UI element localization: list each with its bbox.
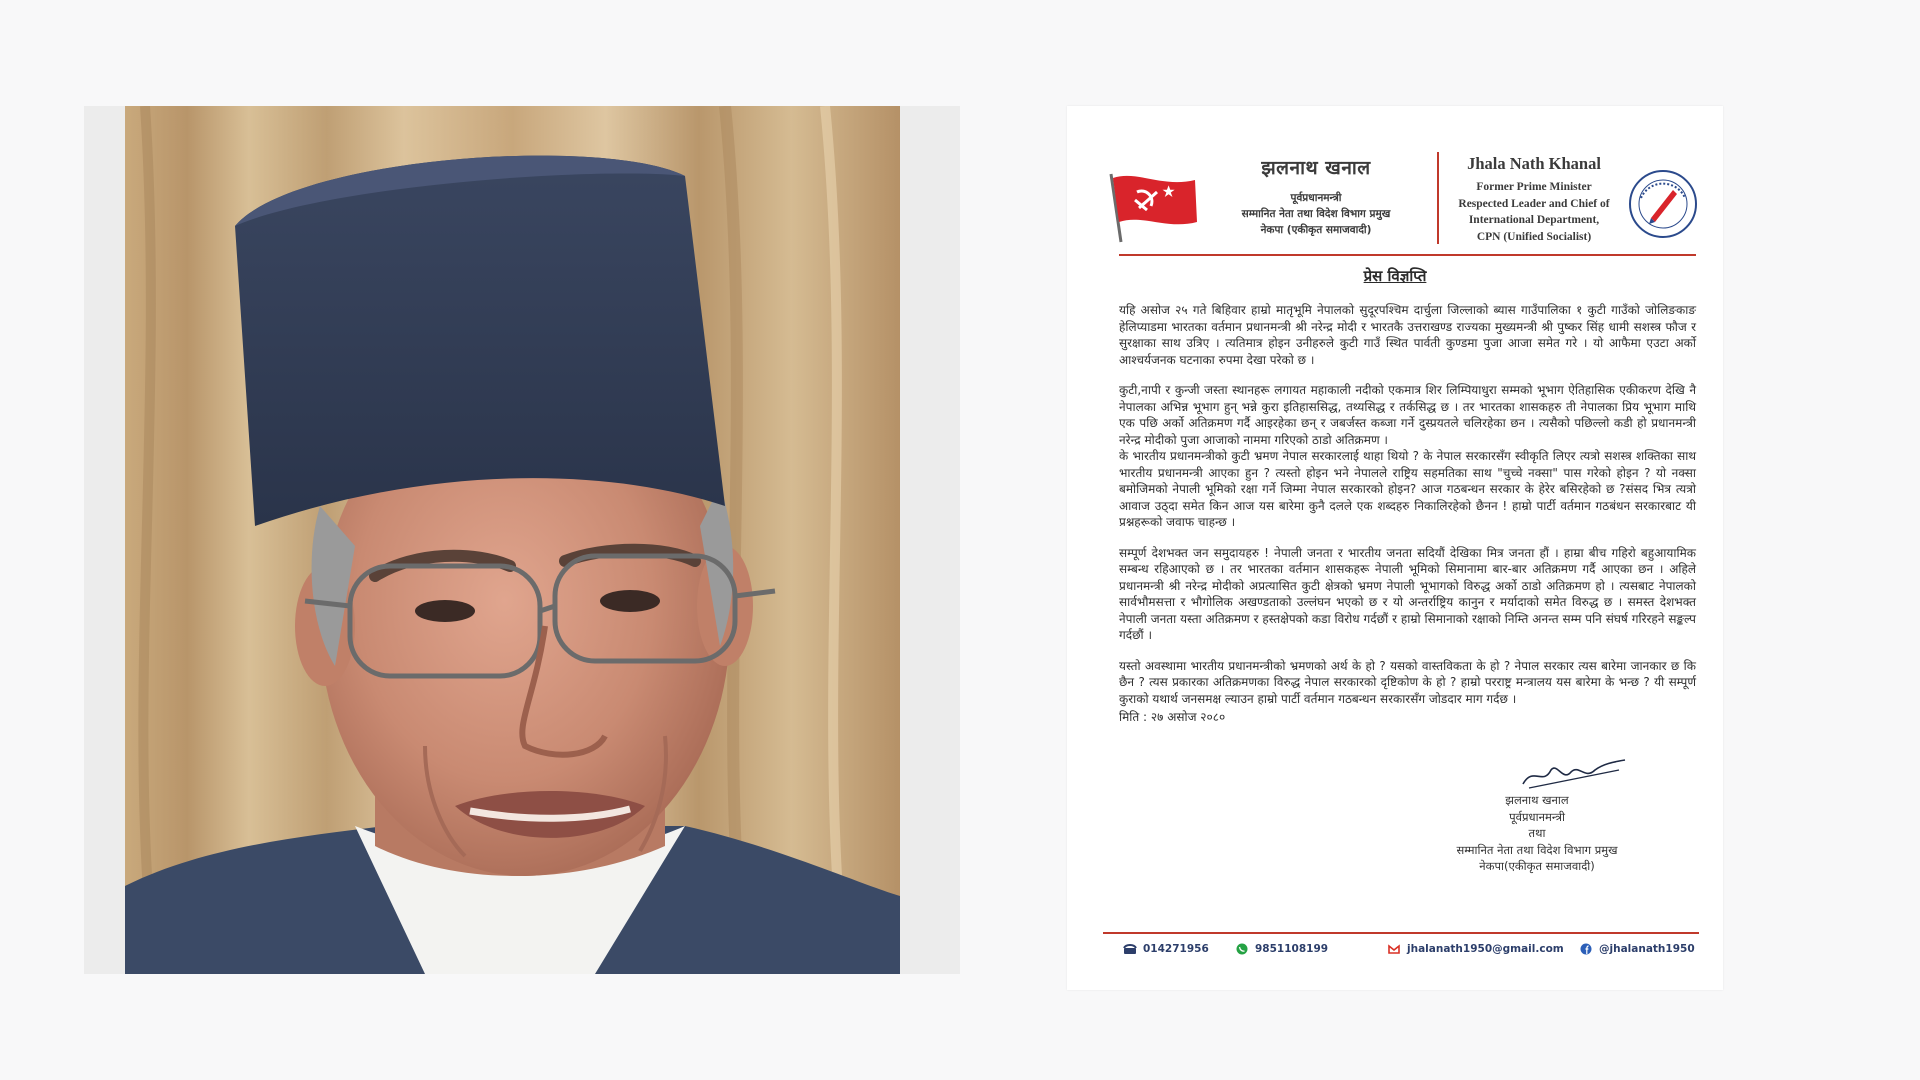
document-title: प्रेस विज्ञप्ति (1363, 267, 1427, 285)
telephone-icon (1123, 943, 1137, 955)
english-title-line: CPN (Unified Socialist) (1476, 230, 1592, 243)
nepali-title-line: पूर्वप्रधानमन्त्री (1290, 192, 1342, 204)
gmail-icon (1387, 943, 1401, 955)
english-title-line: Respected Leader and Chief of (1458, 197, 1610, 210)
signatory-line: पूर्वप्रधानमन्त्री (1509, 809, 1565, 824)
body-paragraph: कुटी,नापी र कुन्जी जस्ता स्थानहरू लगायत महाकाली नदीको एकमात्र शिर लिम्पियाधुरा सम्मको भूभाग ऐतिहासिक एकीकरण देखि नै नेपालका अभिन्न भूभाग हुन् भन्ने कुरा इतिहाससिद्ध, तथ्यसिद्ध र तर्कसिद्ध छ । तर भारतका शासकहरु ती नेपालका प्रिय भूभाग माथि एक पछि अर्को अतिक्रमण गर्दै आइरहेका छन् र जबर्जस्त कब्जा गर्ने दुस्प्रयतले चलिरहेका छन । त्यसैको पछिल्लो कडी हो प्रधानमन्त्री नरेन्द्र मोदीको पुजा आजाको नाममा गरिएको ठाडो अतिक्रमण । (1119, 383, 1696, 447)
facebook-icon (1579, 943, 1593, 955)
footer-rule (1103, 932, 1699, 934)
english-title-line: Former Prime Minister (1476, 181, 1592, 193)
mobile-number: 9851108199 (1255, 943, 1329, 955)
nepali-letterhead (1221, 154, 1411, 238)
email-address: jhalanath1950@gmail.com (1407, 943, 1564, 955)
document-body (1119, 302, 1696, 740)
body-paragraph: के भारतीय प्रधानमन्त्रीको कुटी भ्रमण नेपाल सरकारलाई थाहा थियो ? के नेपाल सरकारसँग स्वीकृति लिएर त्यत्रो सशस्त्र शक्तिका साथ भारतीय प्रधानमन्त्री आएका हुन ? त्यस्तो होइन भने नेपालले राष्ट्रिय सहमतिका साथ "चुच्चे नक्सा" पास गरेको होइन ? यो नक्सा बमोजिमको नेपाली भूमिको रक्षा गर्ने जिम्मा नेपाल सरकारको होइन? आज गठबन्धन सरकार के हेरेर बसिरहेको छ ?संसद भित्र त्यत्रो आवाज उठ्दा समेत किन आज यस बारेमा कुनै दलले एक शब्दहरु निकालिरहेको छैनन ! हाम्रो पार्टी वर्तमान गठबंधन सरकारबाट यी प्रश्नहरूको जवाफ चाहन्छ । (1119, 449, 1696, 529)
whatsapp-icon (1235, 943, 1249, 955)
handwritten-signature (1519, 756, 1629, 792)
nepali-name: झलनाथ खनाल (1261, 157, 1371, 179)
document-date: मिति : २७ असोज २०८० (1119, 710, 1226, 724)
letterhead-divider (1437, 152, 1439, 244)
footer-phone (1123, 943, 1209, 955)
nepali-title-line: सम्मानित नेता तथा विदेश विभाग प्रमुख (1241, 208, 1391, 220)
portrait-photo (125, 106, 900, 974)
signatory-line: तथा (1528, 826, 1546, 840)
signatory-line: झलनाथ खनाल (1505, 793, 1569, 807)
english-title-line: International Department, (1468, 214, 1600, 226)
body-paragraph: यहि असोज २५ गते बिहिवार हाम्रो मातृभूमि नेपालको सुदूरपश्चिम दार्चुला जिल्लाको ब्यास गाउँपालिका १ कुटी गाउँको जोलिङकाङ हेलिप्याडमा भारतका वर्तमान प्रधानमन्त्री श्री नरेन्द्र मोदी र भारतकै उत्तराखण्ड राज्यका मुख्यमन्त्री श्री पुष्कर सिंह धामी सशस्त्र फौज र सुरक्षाका साथ उत्रिए । त्यतिमात्र होइन उनीहरुले कुटी गाउँ स्थित पार्वती कुण्डमा पुजा आजा समेत गरे । यो आफैमा एउटा अर्को आश्चर्यजनक घटनाका रुपमा देखा परेको छ । (1119, 303, 1696, 367)
english-letterhead (1450, 154, 1618, 245)
contact-footer (1123, 943, 1703, 965)
portrait-illustration (125, 106, 900, 974)
letterhead (1107, 142, 1697, 242)
portrait-panel (84, 106, 960, 974)
body-paragraph: सम्पूर्ण देशभक्त जन समुदायहरु ! नेपाली जनता र भारतीय जनता सदियौं देखिका मित्र जनता हौं । हाम्रा बीच गहिरो बहुआयामिक सम्बन्ध रहिआएको छ । तर भारतका वर्तमान शासकहरू नेपाली भूमिको सिमानामा बार-बार अतिक्रमण गर्दै आएका छन । अहिले प्रधानमन्त्री श्री नरेन्द्र मोदीको अप्रत्यासित कुटी क्षेत्रको भ्रमण नेपाली भूभागको विरुद्ध अर्को ठाडो अतिक्रमण हो । त्यसबाट नेपालको सार्वभौमसत्ता र भौगोलिक अखण्डताको उल्लंघन भएको छ र यो अन्तर्राष्ट्रिय कानुन र मर्यादाको समेत विरुद्ध छ । समस्त देशभक्त नेपाली जनता यस्ता अतिक्रमण र हस्तक्षेपको कडा विरोध गर्दछौं र हाम्रो सिमानाको रक्षाको निम्ति अनन्त सम्म पनि संघर्ष गरिरहने सङ्कल्प गर्दछौं । (1119, 545, 1696, 642)
footer-facebook (1579, 943, 1695, 955)
header-rule (1119, 254, 1696, 256)
english-name: Jhala Nath Khanal (1467, 154, 1601, 173)
party-seal-icon (1627, 168, 1699, 240)
body-paragraph: यस्तो अवस्थामा भारतीय प्रधानमन्त्रीको भ्रमणको अर्थ के हो ? यसको वास्तविकता के हो ? नेपाल सरकार त्यस बारेमा जानकार छ कि छैन ? त्यस प्रकारका अतिक्रमणका विरुद्ध नेपाल सरकारको दृष्टिकोण के हो ? हाम्रो परराष्ट्र मन्त्रालय यस बारेमा के भन्छ ? यी सम्पूर्ण कुराको यथार्थ जनसमक्ष ल्याउन हाम्रो पार्टी वर्तमान गठबन्धन सरकारसँग जोडदार माग गर्दछ । (1119, 658, 1696, 706)
phone-number: 014271956 (1143, 943, 1209, 955)
footer-mobile (1235, 943, 1328, 955)
nepali-title-line: नेकपा (एकीकृत समाजवादी) (1260, 224, 1372, 236)
footer-email (1387, 943, 1564, 955)
press-release-letter (1067, 106, 1723, 990)
signatory-line: नेकपा(एकीकृत समाजवादी) (1479, 859, 1595, 873)
facebook-handle: @jhalanath1950 (1599, 943, 1695, 955)
signatory-line: सम्मानित नेता तथा विदेश विभाग प्रमुख (1456, 842, 1618, 857)
party-flag-icon (1107, 170, 1203, 244)
signature-block (1417, 792, 1657, 875)
